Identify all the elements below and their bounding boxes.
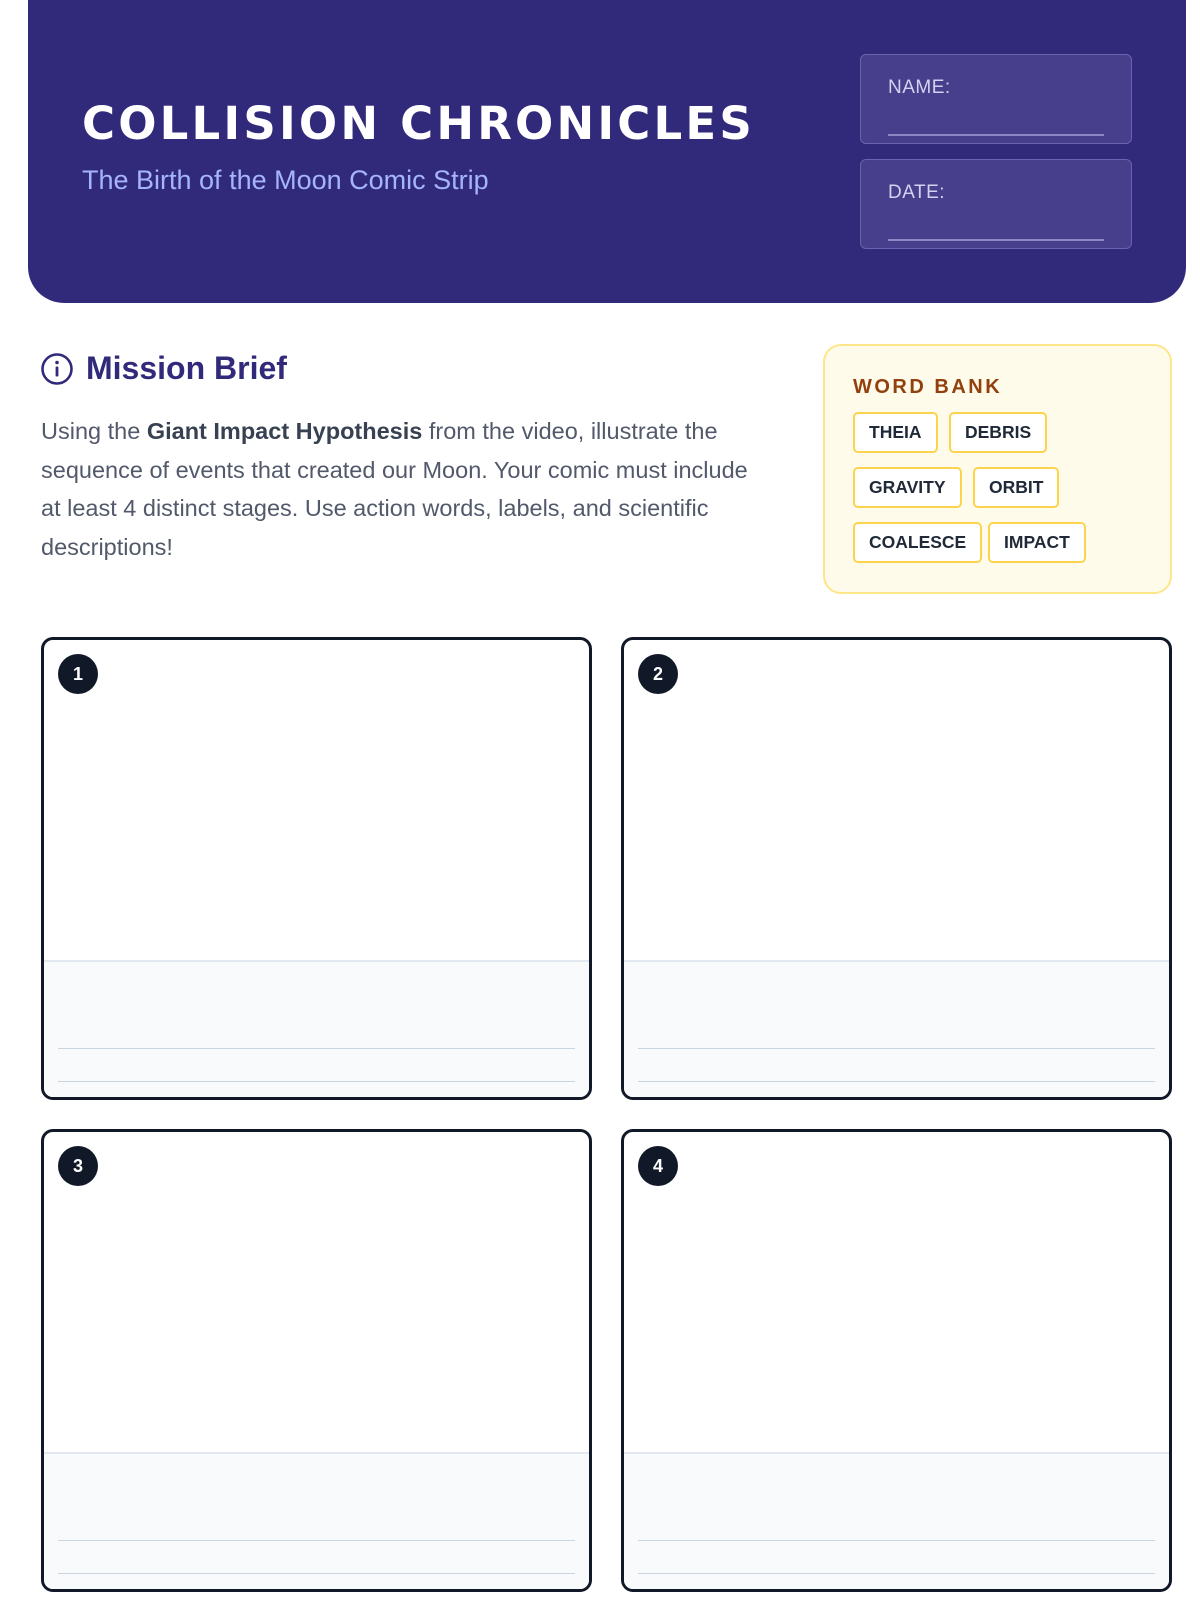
caption-line (58, 1573, 575, 1574)
panel-number-badge: 2 (638, 654, 678, 694)
word-bank (823, 344, 1172, 594)
name-write-line[interactable] (888, 134, 1104, 136)
comic-panel-1[interactable] (41, 637, 592, 1100)
comic-panel-4[interactable] (621, 1129, 1172, 1592)
panel-number-badge: 4 (638, 1146, 678, 1186)
info-icon (40, 352, 74, 386)
caption-area[interactable] (624, 1452, 1169, 1589)
caption-line (638, 1540, 1155, 1541)
mission-brief-title: Mission Brief (86, 350, 287, 386)
mission-brief-text (41, 412, 771, 566)
mission-brief-heading (40, 350, 287, 387)
word-chip-orbit: ORBIT (973, 467, 1059, 508)
caption-line (638, 1081, 1155, 1082)
name-label: NAME: (888, 77, 951, 98)
brief-text-highlight: Giant Impact Hypothesis (146, 418, 423, 444)
caption-area[interactable] (44, 960, 589, 1097)
caption-area[interactable] (624, 960, 1169, 1097)
date-label: DATE: (888, 182, 946, 203)
caption-line (58, 1540, 575, 1541)
caption-line (58, 1048, 575, 1049)
panel-number-badge: 3 (58, 1146, 98, 1186)
caption-line (58, 1081, 575, 1082)
word-chip-theia: THEIA (853, 412, 938, 453)
date-write-line[interactable] (888, 239, 1104, 241)
header-banner (28, 0, 1186, 303)
date-field[interactable] (860, 159, 1132, 249)
page-title: COLLISION CHRONICLES (82, 97, 755, 150)
brief-text-start: Using the (41, 418, 147, 444)
comic-panel-2[interactable] (621, 637, 1172, 1100)
page-subtitle: The Birth of the Moon Comic Strip (82, 165, 489, 195)
name-field[interactable] (860, 54, 1132, 144)
word-chip-coalesce: COALESCE (853, 522, 982, 563)
word-chip-debris: DEBRIS (949, 412, 1047, 453)
brief-text-end: from the video, illustrate the sequence of events that created our Moon. Your comic must include at least 4 distinct stages. Use action words, labels, and scientific descriptions! (41, 418, 748, 560)
word-chip-impact: IMPACT (988, 522, 1086, 563)
caption-line (638, 1048, 1155, 1049)
caption-area[interactable] (44, 1452, 589, 1589)
comic-panel-3[interactable] (41, 1129, 592, 1592)
panel-number-badge: 1 (58, 654, 98, 694)
caption-line (638, 1573, 1155, 1574)
word-chip-gravity: GRAVITY (853, 467, 962, 508)
word-bank-title: WORD BANK (853, 376, 1003, 398)
